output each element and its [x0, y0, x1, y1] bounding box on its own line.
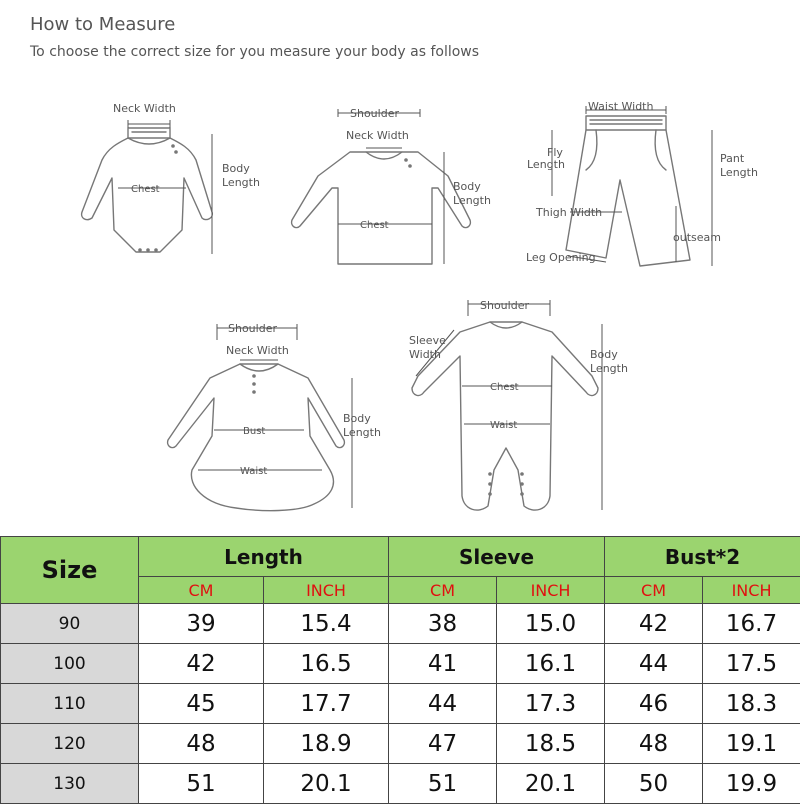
bodysuit-neck-width-label: Neck Width — [113, 102, 176, 115]
pants-waist-width-label: Waist Width — [588, 100, 653, 113]
bodysuit-diagram — [82, 102, 260, 254]
unit-header: CM — [389, 577, 497, 604]
bodysuit-length-label: Length — [222, 176, 260, 189]
value-cell: 51 — [139, 764, 264, 804]
bodysuit-chest-label: Chest — [131, 184, 160, 195]
unit-header: INCH — [703, 577, 800, 604]
table-row — [1, 764, 800, 804]
pants-pant-length-label: Length — [720, 166, 758, 179]
shirt-diagram — [292, 107, 491, 264]
group-header-bust: Bust*2 — [605, 537, 800, 577]
romper-sleeve-label: Sleeve — [409, 334, 446, 347]
shirt-body-label: Body — [453, 180, 481, 193]
shirt-shoulder-label: Shoulder — [350, 107, 399, 120]
shirt-neck-width-label: Neck Width — [346, 129, 409, 142]
value-cell: 16.5 — [264, 644, 389, 684]
value-cell: 18.9 — [264, 724, 389, 764]
value-cell: 20.1 — [264, 764, 389, 804]
value-cell: 15.0 — [497, 604, 605, 644]
shirt-chest-label: Chest — [360, 220, 389, 231]
value-cell: 51 — [389, 764, 497, 804]
page-subtitle: To choose the correct size for you measure your body as follows — [30, 44, 479, 60]
value-cell: 42 — [605, 604, 703, 644]
size-cell: 110 — [1, 684, 139, 724]
value-cell: 19.9 — [703, 764, 800, 804]
unit-header: CM — [605, 577, 703, 604]
romper-diagram — [409, 299, 628, 510]
value-cell: 46 — [605, 684, 703, 724]
size-header: Size — [1, 537, 139, 604]
value-cell: 16.7 — [703, 604, 800, 644]
dress-body-label: Body — [343, 412, 371, 425]
value-cell: 42 — [139, 644, 264, 684]
size-cell: 100 — [1, 644, 139, 684]
group-header-sleeve: Sleeve — [389, 537, 605, 577]
value-cell: 45 — [139, 684, 264, 724]
value-cell: 15.4 — [264, 604, 389, 644]
value-cell: 19.1 — [703, 724, 800, 764]
romper-sleeve-width-label: Width — [409, 348, 441, 361]
unit-header: INCH — [264, 577, 389, 604]
value-cell: 20.1 — [497, 764, 605, 804]
pants-thigh-width-label: Thigh Width — [535, 206, 602, 219]
value-cell: 18.5 — [497, 724, 605, 764]
size-chart-table — [0, 536, 800, 804]
value-cell: 48 — [139, 724, 264, 764]
dress-length-label: Length — [343, 426, 381, 439]
value-cell: 39 — [139, 604, 264, 644]
dress-diagram — [168, 322, 381, 511]
size-cell: 120 — [1, 724, 139, 764]
group-header-length: Length — [139, 537, 389, 577]
size-cell: 130 — [1, 764, 139, 804]
value-cell: 16.1 — [497, 644, 605, 684]
value-cell: 41 — [389, 644, 497, 684]
table-row — [1, 724, 800, 764]
dress-bust-label: Bust — [243, 426, 265, 437]
size-cell: 90 — [1, 604, 139, 644]
page-title: How to Measure — [30, 14, 175, 35]
dress-waist-label: Waist — [240, 466, 267, 477]
value-cell: 47 — [389, 724, 497, 764]
value-cell: 18.3 — [703, 684, 800, 724]
value-cell: 48 — [605, 724, 703, 764]
romper-body-label: Body — [590, 348, 618, 361]
romper-waist-label: Waist — [490, 420, 517, 431]
pants-fly-label: Fly — [547, 146, 563, 159]
unit-header: CM — [139, 577, 264, 604]
value-cell: 17.7 — [264, 684, 389, 724]
pants-diagram — [526, 100, 758, 266]
value-cell: 38 — [389, 604, 497, 644]
table-row — [1, 604, 800, 644]
romper-length-label: Length — [590, 362, 628, 375]
dress-neck-width-label: Neck Width — [226, 344, 289, 357]
table-row — [1, 684, 800, 724]
pants-outseam-label: outseam — [673, 231, 721, 244]
value-cell: 50 — [605, 764, 703, 804]
bodysuit-body-label: Body — [222, 162, 250, 175]
romper-chest-label: Chest — [490, 382, 519, 393]
pants-pant-label: Pant — [720, 152, 745, 165]
value-cell: 17.3 — [497, 684, 605, 724]
unit-header: INCH — [497, 577, 605, 604]
value-cell: 44 — [605, 644, 703, 684]
measurement-diagrams — [0, 80, 800, 520]
value-cell: 44 — [389, 684, 497, 724]
value-cell: 17.5 — [703, 644, 800, 684]
table-row — [1, 644, 800, 684]
romper-shoulder-label: Shoulder — [480, 299, 529, 312]
dress-shoulder-label: Shoulder — [228, 322, 277, 335]
pants-fly-length-label: Length — [527, 158, 565, 171]
shirt-length-label: Length — [453, 194, 491, 207]
pants-leg-opening-label: Leg Opening — [526, 251, 596, 264]
